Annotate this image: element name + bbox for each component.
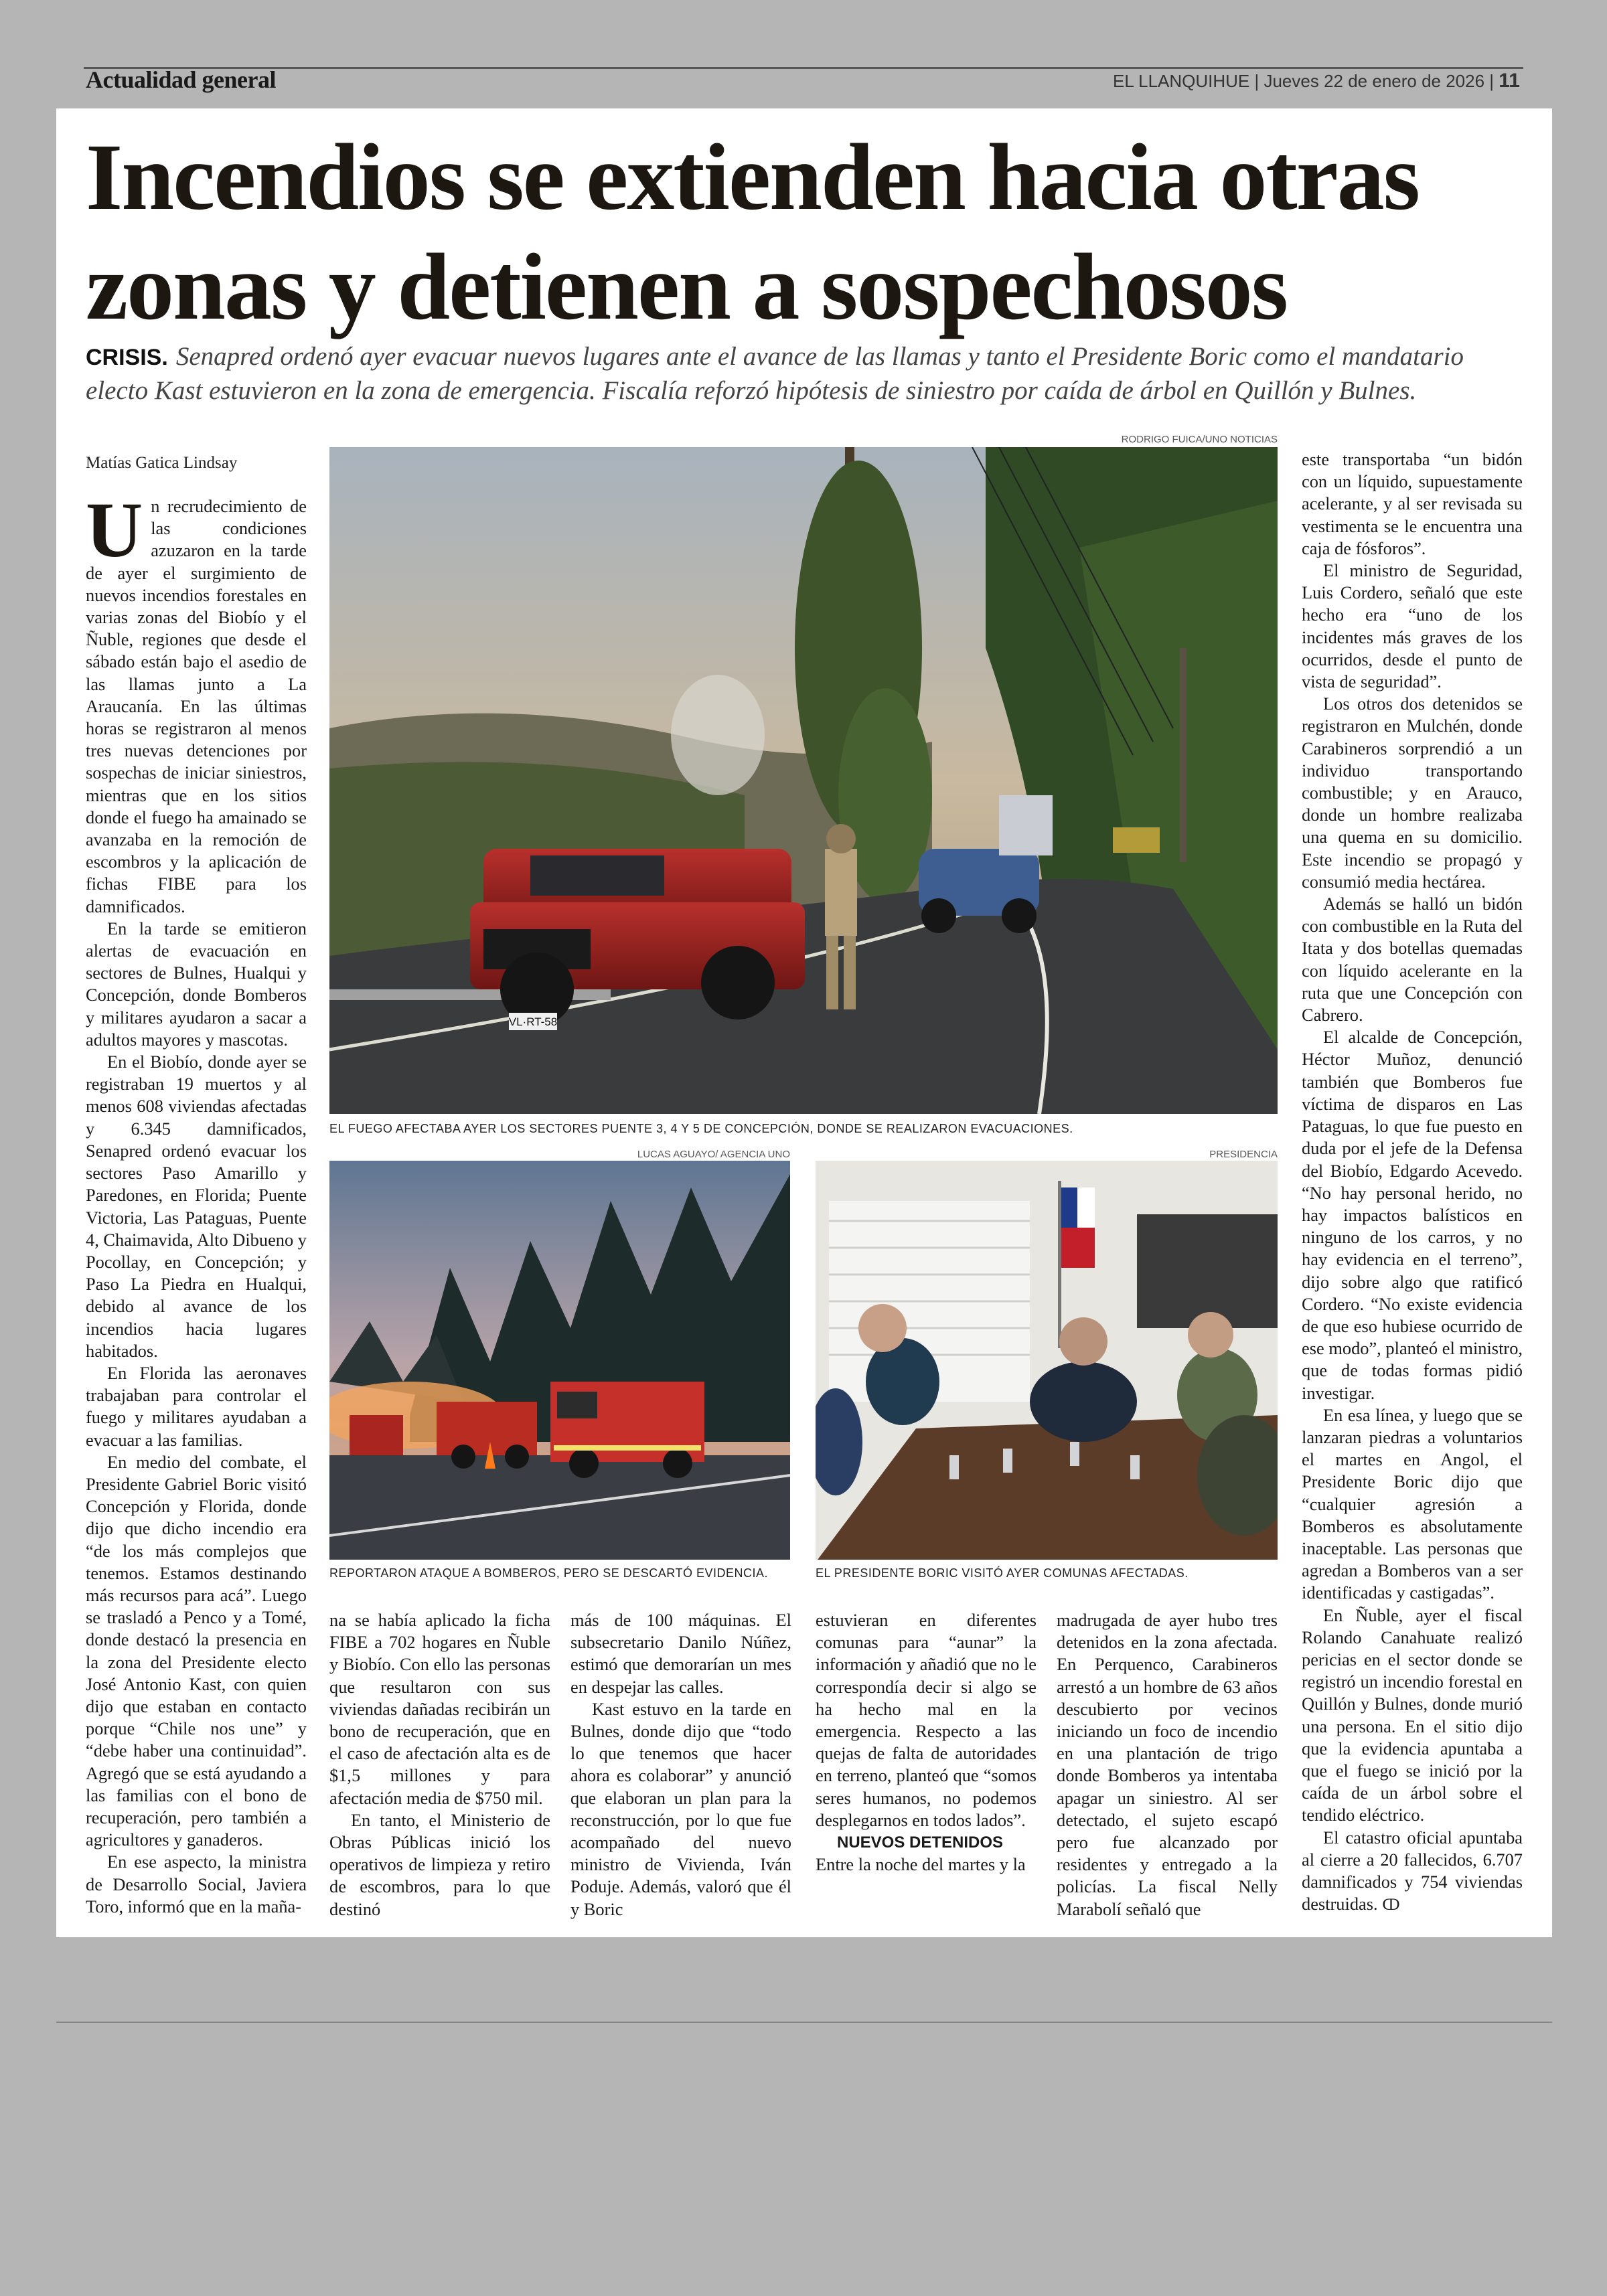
column-2 bbox=[329, 1609, 550, 1920]
end-mark-icon: ↀ bbox=[1382, 1896, 1400, 1914]
license-plate: VL·RT-58 bbox=[508, 1015, 558, 1028]
paragraph: El catastro oficial apuntaba al cierre a 20 fallecidos, 6.707 damnificados y 754 viviendas destruidas. bbox=[1302, 1827, 1523, 1914]
paragraph: En tanto, el Ministerio de Obras Públicas inició los operativos de limpieza y retiro de escombros, para lo que destinó bbox=[329, 1809, 550, 1919]
column-3 bbox=[570, 1609, 791, 1920]
firefighters-photo bbox=[329, 1161, 790, 1560]
kicker: CRISIS. bbox=[86, 345, 168, 370]
column-5 bbox=[1057, 1609, 1278, 1920]
paragraph: En el Biobío, donde ayer se registraban 19 muertos y al menos 608 viviendas afectadas y 6.345 damnificados, Senapred ordenó evacuar los sectores Paso Amarillo y Paredones, en Florida; Puente Victoria, Las Pataguas, Puente 4, Chaimavida, Alto Dibueno y Pocollay, en Concepción; y Paso La Piedra en Hualqui, debido al avance de los incendios hacia lugares habitados. bbox=[86, 1052, 307, 1361]
deck-text: Senapred ordenó ayer evacuar nuevos lugares ante el avance de las llamas y tanto el Presidente Boric como el mandatario electo Kast estuvieron en la zona de emergencia. Fiscalía reforzó hipótesis de siniestro por caída de árbol en Quillón y Bulnes. bbox=[86, 342, 1464, 405]
paragraph: En la tarde se emitieron alertas de evacuación en sectores de Bulnes, Hualqui y Concepción, donde Bomberos y militares ayudaron a sacar a adultos mayores y mascotas. bbox=[86, 918, 307, 1050]
paper-name: EL LLANQUIHUE bbox=[1113, 71, 1250, 91]
paragraph: estuvieran en diferentes comunas para “aunar” la información y añadió que no le correspondía decir si algo se ha hecho mal en la emergencia. Respecto a las quejas de falta de autoridades en terreno, planteó que “somos seres humanos, no podemos desplegarnos en todos lados”. bbox=[816, 1610, 1037, 1830]
paragraph: madrugada de ayer hubo tres detenidos en la zona afectada. En Perquenco, Carabineros arrestó a un hombre de 63 años descubierto por vecinos iniciando un foco de incendio en una plantación de trigo donde Bomberos ya intentaba apagar un siniestro. Al ser detectado, el sujeto escapó pero fue alcanzado por residentes y entregado a la policías. La fiscal Nelly Marabolí señaló que bbox=[1057, 1610, 1278, 1919]
paragraph: Los otros dos detenidos se registraron en Mulchén, donde Carabineros sorprendió a un individuo transportando combustible; y en Arauco, donde un hombre realizaba una quema en su domicilio. Este incendio se propagó y consumió media hectárea. bbox=[1302, 693, 1523, 892]
section-name: Actualidad general bbox=[86, 66, 276, 93]
fire-road-photo bbox=[329, 447, 1278, 1114]
byline: Matías Gatica Lindsay bbox=[86, 454, 238, 472]
drop-cap: U bbox=[86, 486, 143, 574]
meeting-room-photo bbox=[816, 1161, 1278, 1560]
caption-meeting: EL PRESIDENTE BORIC VISITÓ AYER COMUNAS AFECTADAS. bbox=[816, 1566, 1189, 1580]
paragraph: Además se halló un bidón con combustible en la Ruta del Itata y dos botellas quemadas con líquido acelerante en la ruta que une Concepción con Cabrero. bbox=[1302, 894, 1523, 1026]
headline: Incendios se extienden hacia otras zonas y detienen a sospechosos bbox=[86, 124, 1419, 339]
paragraph: na se había aplicado la ficha FIBE a 702 hogares en Ñuble y Biobío. Con ello las personas que resultaron con sus viviendas dañadas recibirán un bono de recuperación, que en el caso de afectación alta es de $1,5 millones y para afectación media de $750 mil. bbox=[329, 1610, 550, 1808]
main-photo bbox=[329, 447, 1278, 1114]
subhead: NUEVOS DETENIDOS bbox=[837, 1833, 1004, 1852]
paragraph: En Florida las aeronaves trabajaban para controlar el fuego y militares ayudaban a evacuar a las familias. bbox=[86, 1362, 307, 1450]
column-6 bbox=[1302, 448, 1523, 1916]
paragraph: El alcalde de Concepción, Héctor Muñoz, denunció también que Bomberos fue víctima de disparos en Las Pataguas, lo que fue puesto en duda por el jefe de la Defensa del Biobío, Edgardo Acevedo. “No hay personal herido, no hay impactos balísticos en ninguno de los carros, y no hay evidencia en el terreno”, dijo sobre algo que ratificó Cordero. “No existe evidencia de que eso hubiese ocurrido de ese modo”, planteó el ministro, que de todas formas pidió investigar. bbox=[1302, 1027, 1523, 1403]
caption-main: EL FUEGO AFECTABA AYER LOS SECTORES PUENTE 3, 4 Y 5 DE CONCEPCIÓN, DONDE SE REALIZARON EVACUACIONES. bbox=[329, 1122, 1073, 1135]
paragraph: En medio del combate, el Presidente Gabriel Boric visitó Concepción y Florida, donde dijo que dicho incendio era “de los más complejos que tenemos. Estamos destinando más recursos para acá”. Luego se trasladó a Penco y a Tomé, donde destacó la presencia en la zona del Presidente electo José Antonio Kast, con quien dijo que estaban en contacto porque “Chile nos une” y “debe haber una continuidad”. Agregó que se está ayudando a las familias con el bono de recuperación, pero también a agricultores y ganaderos. bbox=[86, 1451, 307, 1850]
photo-credit-firefighters: LUCAS AGUAYO/ AGENCIA UNO bbox=[637, 1149, 790, 1160]
folio: EL LLANQUIHUE | Jueves 22 de enero de 2026 | 11 bbox=[1113, 70, 1520, 92]
paragraph: más de 100 máquinas. El subsecretario Danilo Núñez, estimó que demorarían un mes en despejar las calles. bbox=[570, 1610, 791, 1697]
paragraph: En Ñuble, ayer el fiscal Rolando Canahuate realizó pericias en el sector donde se registró un incendio forestal en Quillón y Bulnes, donde murió una persona. En el sitio dijo que la evidencia apuntaba a que el fuego se inició por la caída de un árbol sobre el tendido eléctrico. bbox=[1302, 1605, 1523, 1825]
caption-firefighters: REPORTARON ATAQUE A BOMBEROS, PERO SE DESCARTÓ EVIDENCIA. bbox=[329, 1566, 768, 1580]
fire-trucks-photo bbox=[329, 1161, 790, 1560]
issue-date: Jueves 22 de enero de 2026 bbox=[1264, 71, 1485, 91]
paragraph: n recrudecimiento de las condiciones azuzaron en la tarde de ayer el surgimiento de nuevos incendios forestales en varias zonas del Biobío y el Ñuble, regiones que desde el sábado están bajo el asedio de las llamas junto a La Araucanía. En las últimas horas se registraron al menos tres nuevas detenciones por sospechas de iniciar siniestros, mientras que en los sitios donde el fuego ha amainado se avanzaba en la remoción de escombros y la aplicación de fichas FIBE para los damnificados. bbox=[86, 496, 307, 916]
column-4 bbox=[816, 1609, 1037, 1876]
photo-credit-meeting: PRESIDENCIA bbox=[1209, 1149, 1278, 1160]
paragraph: En esa línea, y luego que se lanzaran piedras a voluntarios el martes en Angol, el Presidente Boric dijo que “cualquier agresión a Bomberos es absolutamente inaceptable. Las personas que agredan a Bomberos van a ser identificadas y castigadas”. bbox=[1302, 1404, 1523, 1603]
deck bbox=[86, 340, 1499, 408]
header-rule bbox=[84, 67, 1523, 69]
paragraph: este transportaba “un bidón con un líquido, supuestamente acelerante, y al ser revisada su vestimenta se le encuentra una caja de fósforos”. bbox=[1302, 449, 1523, 558]
paragraph: El ministro de Seguridad, Luis Cordero, señaló que este hecho era “uno de los incidentes más graves de los ocurridos, desde el punto de vista de seguridad”. bbox=[1302, 560, 1523, 692]
footer-rule bbox=[56, 2022, 1552, 2023]
meeting-photo bbox=[816, 1161, 1278, 1560]
page-number: 11 bbox=[1499, 70, 1520, 92]
paragraph: Kast estuvo en la tarde en Bulnes, donde dijo que “todo lo que tenemos que hacer ahora es colaborar” y anunció que elaboran un plan para la reconstrucción, por lo que fue acompañado del nuevo ministro de Vivienda, Iván Poduje. Además, valoró que él y Boric bbox=[570, 1698, 791, 1919]
column-1 bbox=[86, 486, 307, 1918]
photo-credit-main: RODRIGO FUICA/UNO NOTICIAS bbox=[1121, 434, 1278, 445]
paragraph: Entre la noche del martes y la bbox=[816, 1854, 1026, 1875]
paragraph: En ese aspecto, la ministra de Desarrollo Social, Javiera Toro, informó que en la maña- bbox=[86, 1852, 307, 1916]
